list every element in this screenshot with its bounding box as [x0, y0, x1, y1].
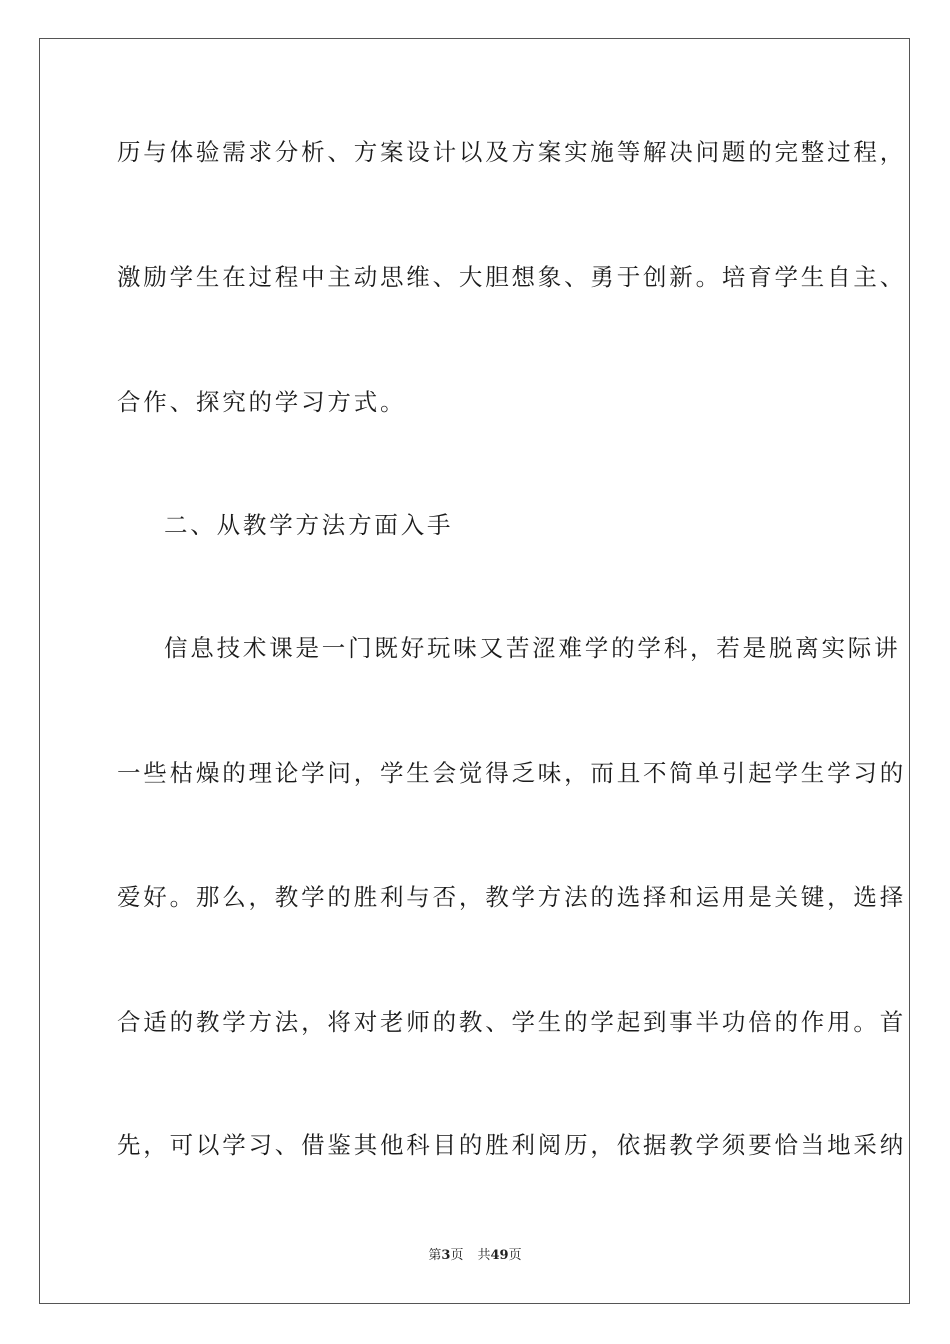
page-prefix: 第 — [428, 1248, 442, 1263]
page-suffix: 页 — [450, 1248, 464, 1263]
body-text-line: 先，可以学习、借鉴其他科目的胜利阅历，依据教学须要恰当地采纳 — [117, 1131, 906, 1159]
body-text-line: 爱好。那么，教学的胜利与否，教学方法的选择和运用是关键，选择 — [117, 883, 906, 911]
page-number: 3 — [441, 1248, 451, 1263]
paragraph-first-line: 信息技术课是一门既好玩味又苦涩难学的学科，若是脱离实际讲 — [164, 634, 901, 662]
total-pages: 49 — [490, 1248, 509, 1263]
page-footer — [0, 1246, 950, 1266]
total-prefix: 共 — [477, 1248, 491, 1263]
body-text-line: 合作、探究的学习方式。 — [117, 388, 407, 416]
total-suffix: 页 — [508, 1248, 522, 1263]
body-text-line: 合适的教学方法，将对老师的教、学生的学起到事半功倍的作用。首 — [117, 1008, 906, 1036]
body-text-line: 激励学生在过程中主动思维、大胆想象、勇于创新。培育学生自主、 — [117, 263, 906, 291]
body-text-line: 历与体验需求分析、方案设计以及方案实施等解决问题的完整过程， — [117, 138, 906, 166]
page-border — [39, 38, 910, 1304]
body-text-line: 一些枯燥的理论学问，学生会觉得乏味，而且不简单引起学生学习的 — [117, 759, 906, 787]
section-heading: 二、从教学方法方面入手 — [164, 511, 454, 539]
